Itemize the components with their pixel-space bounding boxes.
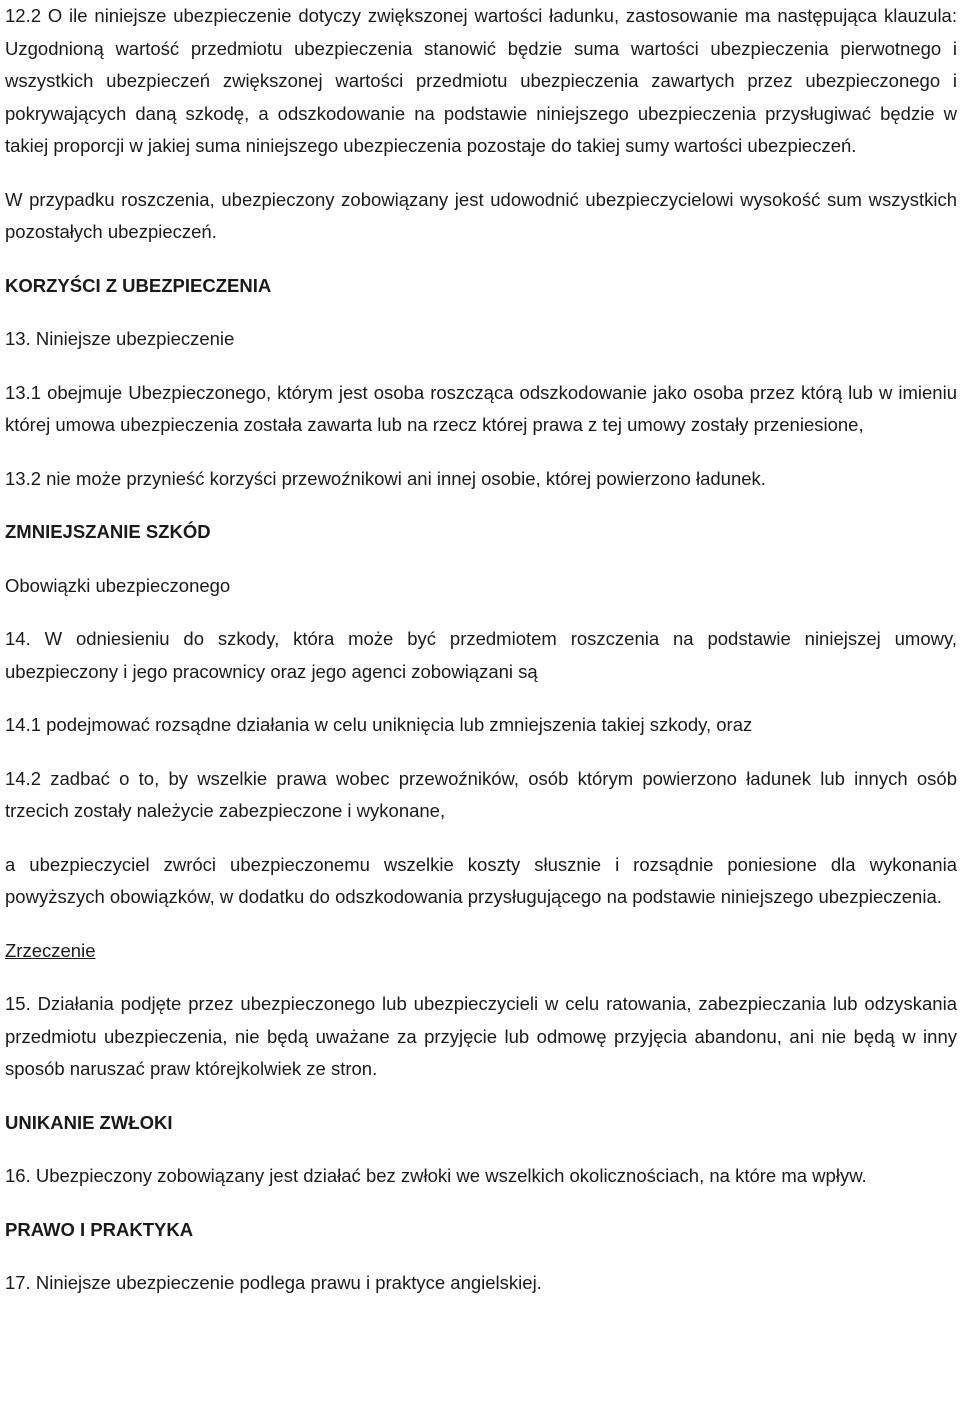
heading-avoidance-of-delay: UNIKANIE ZWŁOKI (5, 1111, 173, 1133)
heading-law-and-practice: PRAWO I PRAKTYKA (5, 1218, 194, 1240)
clause-14-1: 14.1 podejmować rozsądne działania w celu uniknięcia lub zmniejszenia takiej szkody, oraz (5, 714, 753, 735)
clause-14: 14. W odniesieniu do szkody, która może być przedmiotem roszczenia na podstawie niniejszej umowy, ubezpieczony i jego pracownicy oraz jego agenci zobowiązani są (5, 628, 957, 682)
clause-13-1: 13.1 obejmuje Ubezpieczonego, którym jest osoba roszcząca odszkodowanie jako osoba przez którą lub w imieniu której umowa ubezpieczenia została zawarta lub na rzecz której prawa z tej umowy zostały przeniesione, (5, 381, 957, 435)
heading-benefits: KORZYŚCI Z UBEZPIECZENIA (5, 274, 272, 296)
clause-13: 13. Niniejsze ubezpieczenie (5, 328, 235, 349)
subheading-duties: Obowiązki ubezpieczonego (5, 574, 231, 596)
reimbursement-paragraph: a ubezpieczyciel zwróci ubezpieczonemu wszelkie koszty słusznie i rozsądnie poniesione dla wykonania powyższych obowiązków, w dodatku do odszkodowania przysługującego na podstawie niniejszego ubezpieczenia. (5, 853, 957, 907)
heading-waiver: Zrzeczenie (5, 939, 96, 961)
clause-12-2: 12.2 O ile niniejsze ubezpieczenie dotyczy zwiększonej wartości ładunku, zastosowanie ma następująca klauzula: Uzgodnioną wartość przedmiotu ubezpieczenia stanowić będzie suma wartości ubezpieczenia pierwotnego i wszystkich ubezpieczeń zwiększonej wartości przedmiotu ubezpieczenia zawartych przez ubezpieczonego i pokrywających daną szkodę, a odszkodowanie na podstawie niniejszego ubezpieczenia przysługiwać będzie w takiej proporcji w jakiej suma niniejszego ubezpieczenia pozostaje do takiej sumy wartości ubezpieczeń. (5, 5, 957, 156)
clause-17: 17. Niniejsze ubezpieczenie podlega prawu i praktyce angielskiej. (5, 1272, 542, 1293)
document-page (5, 0, 957, 1321)
clause-15: 15. Działania podjęte przez ubezpieczonego lub ubezpieczycieli w celu ratowania, zabezpieczania lub odzyskania przedmiotu ubezpieczenia, nie będą uważane za przyjęcie lub odmowę przyjęcia abandonu, ani nie będą w inny sposób naruszać praw którejkolwiek ze stron. (5, 993, 957, 1079)
claim-paragraph: W przypadku roszczenia, ubezpieczony zobowiązany jest udowodnić ubezpieczycielowi wysokość sum wszystkich pozostałych ubezpieczeń. (5, 188, 957, 242)
clause-14-2: 14.2 zadbać o to, by wszelkie prawa wobec przewoźników, osób którym powierzono ładunek lub innych osób trzecich zostały należycie zabezpieczone i wykonane, (5, 767, 957, 821)
clause-16: 16. Ubezpieczony zobowiązany jest działać bez zwłoki we wszelkich okolicznościach, na które ma wpływ. (5, 1165, 867, 1186)
heading-minimising-losses: ZMNIEJSZANIE SZKÓD (5, 521, 211, 542)
clause-13-2: 13.2 nie może przynieść korzyści przewoźnikowi ani innej osobie, której powierzono ładunek. (5, 467, 766, 489)
